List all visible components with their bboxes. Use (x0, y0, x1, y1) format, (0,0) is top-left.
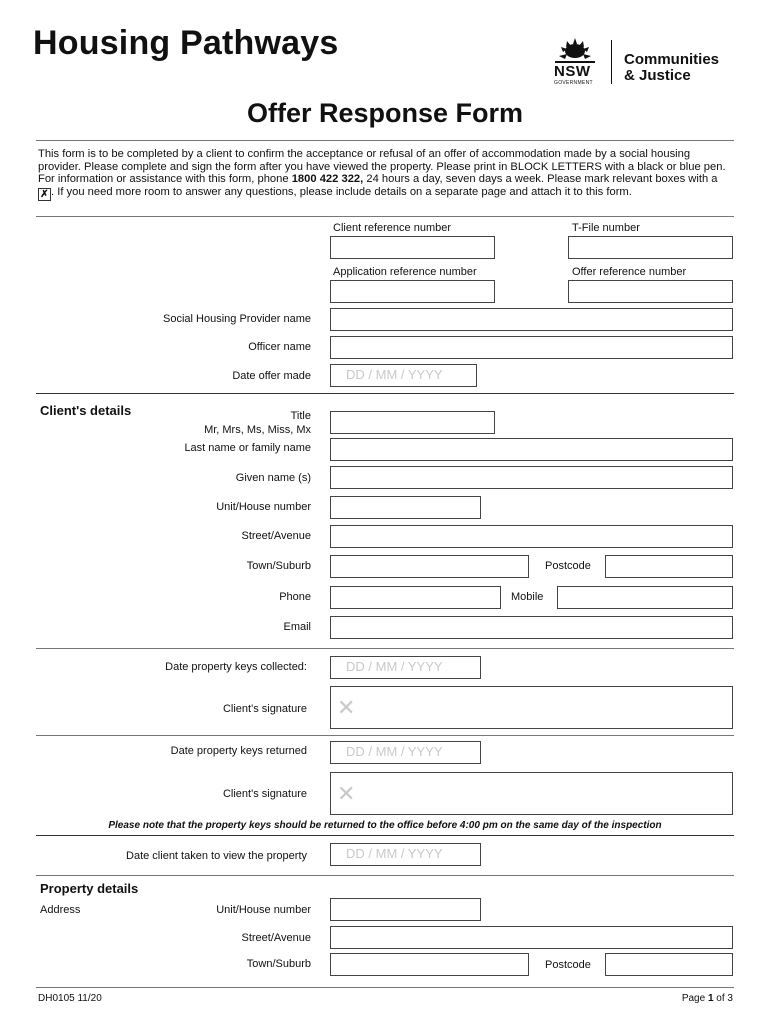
date-offer-label: Date offer made (232, 370, 311, 382)
keys-note: Please note that the property keys should be returned to the office before 4:00 pm on the same day of the inspection (108, 820, 662, 831)
street-input[interactable] (330, 525, 733, 548)
keys-collected-date-input[interactable]: DD / MM / YYYY (330, 656, 481, 679)
property-details-heading: Property details (40, 881, 139, 896)
keys-collected-label: Date property keys collected: (165, 661, 307, 673)
waratah-logo-icon (553, 36, 597, 64)
logo-justice: & Justice (624, 67, 691, 84)
logo-government: GOVERNMENT (554, 80, 593, 86)
divider (36, 735, 734, 736)
email-input[interactable] (330, 616, 733, 639)
brand-title: Housing Pathways (33, 24, 339, 62)
postcode-input[interactable] (605, 555, 733, 578)
divider (36, 875, 734, 876)
unit-label: Unit/House number (216, 501, 311, 513)
address-label: Address (40, 904, 81, 916)
mobile-label: Mobile (511, 591, 544, 603)
property-town-label: Town/Suburb (246, 958, 311, 970)
signature-box-1[interactable] (330, 686, 733, 729)
postcode-label: Postcode (545, 560, 591, 572)
tfile-label: T-File number (572, 222, 640, 234)
property-street-input[interactable] (330, 926, 733, 949)
logo-nsw: NSW (554, 63, 591, 80)
app-ref-input[interactable] (330, 280, 495, 303)
viewed-label: Date client taken to view the property (126, 850, 307, 862)
provider-label: Social Housing Provider name (163, 313, 311, 325)
page-number: Page 1 of 3 (681, 993, 733, 1004)
title-options: Mr, Mrs, Ms, Miss, Mx (204, 424, 311, 436)
signature-x-icon: ✕ (337, 695, 356, 720)
keys-returned-label: Date property keys returned (170, 745, 307, 757)
last-name-input[interactable] (330, 438, 733, 461)
signature-label: Client's signature (222, 703, 307, 715)
unit-input[interactable] (330, 496, 481, 519)
email-label: Email (283, 621, 311, 633)
divider (36, 216, 734, 217)
logo-divider (611, 40, 612, 84)
divider (36, 987, 734, 988)
client-ref-label: Client reference number (333, 222, 452, 234)
app-ref-label: Application reference number (333, 266, 477, 278)
title-input[interactable] (330, 411, 495, 434)
divider (36, 835, 734, 836)
keys-returned-date-input[interactable]: DD / MM / YYYY (330, 741, 481, 764)
phone-input[interactable] (330, 586, 501, 609)
viewed-date-input[interactable]: DD / MM / YYYY (330, 843, 481, 866)
property-unit-input[interactable] (330, 898, 481, 921)
form-title: Offer Response Form (246, 98, 524, 128)
given-name-input[interactable] (330, 466, 733, 489)
provider-input[interactable] (330, 308, 733, 331)
intro-paragraph: This form is to be completed by a client to confirm the acceptance or refusal of an offer of accommodation made by a social housing provider. Please complete and sign the form after you have viewed the property. Please print in BLOCK LETTERS with a black or blue pen. For information or assistance with this form, phone 1800 422 322, 24 hours a day, seven days a week. Please mark relevant boxes with a ✗ . If you need more room to answer any questions, please include details on a separate page and attach it to this form. (38, 148, 726, 200)
given-name-label: Given name (s) (235, 472, 311, 484)
logo-communities: Communities (624, 51, 720, 68)
divider (36, 140, 734, 141)
street-label: Street/Avenue (241, 530, 311, 542)
title-label: Title (290, 410, 311, 422)
signature-box-2[interactable] (330, 772, 733, 815)
phone-label: Phone (279, 591, 311, 603)
offer-ref-label: Offer reference number (572, 266, 687, 278)
divider (36, 393, 734, 394)
signature-label: Client's signature (222, 788, 307, 800)
property-postcode-input[interactable] (605, 953, 733, 976)
tfile-input[interactable] (568, 236, 733, 259)
property-town-input[interactable] (330, 953, 529, 976)
offer-ref-input[interactable] (568, 280, 733, 303)
officer-label: Officer name (248, 341, 311, 353)
last-name-label: Last name or family name (184, 442, 311, 454)
divider (36, 648, 734, 649)
checkbox-example-icon: ✗ (38, 188, 51, 201)
mobile-input[interactable] (557, 586, 733, 609)
property-street-label: Street/Avenue (241, 932, 311, 944)
town-input[interactable] (330, 555, 529, 578)
officer-input[interactable] (330, 336, 733, 359)
signature-x-icon: ✕ (337, 781, 356, 806)
form-code: DH0105 11/20 (38, 993, 102, 1004)
town-label: Town/Suburb (246, 560, 311, 572)
date-offer-input[interactable]: DD / MM / YYYY (330, 364, 477, 387)
client-details-heading: Client's details (40, 403, 132, 418)
property-postcode-label: Postcode (545, 959, 591, 971)
property-unit-label: Unit/House number (216, 904, 311, 916)
client-ref-input[interactable] (330, 236, 495, 259)
